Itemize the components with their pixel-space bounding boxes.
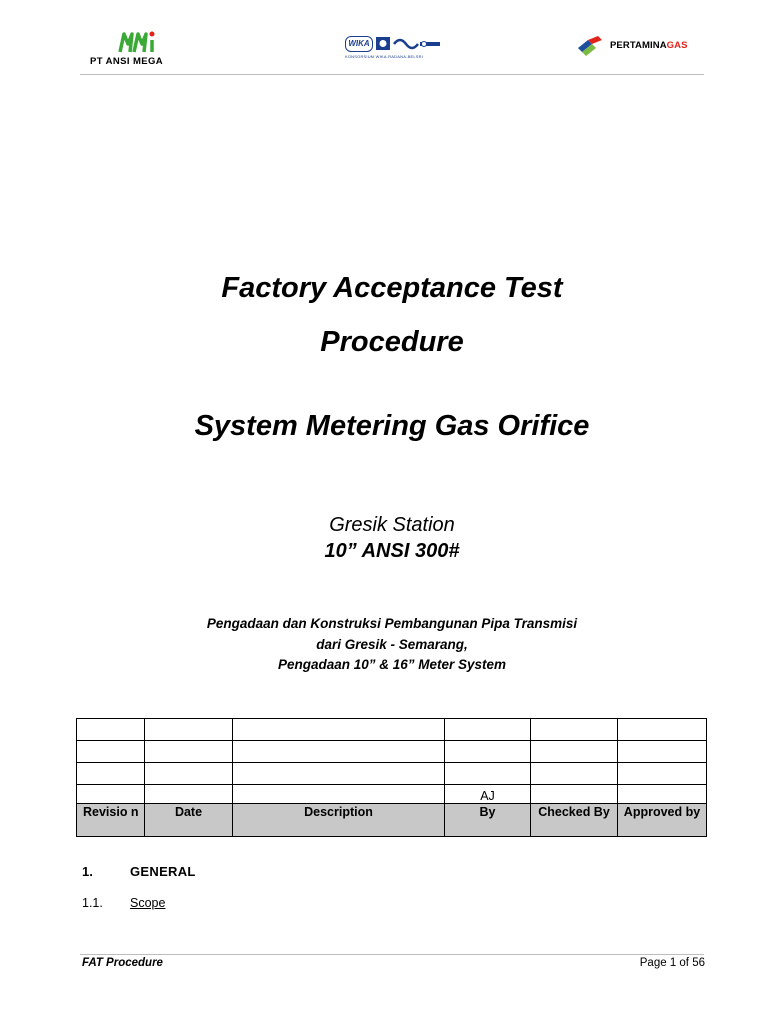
ansi-mega-name: PT ANSI MEGA (90, 56, 164, 67)
pertamina-brand: PERTAMINA (610, 40, 667, 51)
section-number: 1. (82, 864, 93, 879)
document-title-line-1: Factory Acceptance Test (221, 272, 563, 304)
footer-document-name: FAT Procedure (82, 957, 163, 969)
revision-row-empty (77, 763, 707, 785)
pertamina-gas-wordmark (610, 40, 688, 51)
revision-row-empty (77, 741, 707, 763)
header-by: By (445, 804, 531, 837)
header-date: Date (145, 804, 233, 837)
footer-divider (80, 954, 704, 955)
station-name: Gresik Station (329, 514, 455, 536)
revision-table (76, 718, 707, 837)
document-system-title: System Metering Gas Orifice (194, 410, 590, 442)
subsection-number: 1.1. (82, 896, 103, 910)
section-title: GENERAL (130, 864, 196, 879)
document-title-line-2: Procedure (320, 326, 464, 358)
subsection-title: Scope (130, 896, 166, 910)
revision-row (77, 785, 707, 804)
header-description: Description (233, 804, 445, 837)
header-divider (80, 74, 704, 75)
header-approved-by: Approved by (618, 804, 707, 837)
pertamina-gas-logo (576, 34, 706, 58)
pertamina-gas-suffix: GAS (666, 40, 688, 51)
project-subtitle-line-1: Pengadaan dan Konstruksi Pembangunan Pipa Transmisi (206, 616, 578, 631)
consortium-caption: KONSORSIUM WIKA-RADANA-BELSRI (345, 54, 424, 59)
pertamina-arrow-icon (576, 34, 606, 58)
wika-logo-text: WIKA (345, 36, 373, 52)
ansi-mega-mark-icon (118, 30, 162, 54)
ansi-mega-logo (80, 28, 190, 72)
project-subtitle-line-3: Pengadaan 10” & 16” Meter System (277, 657, 507, 672)
project-subtitle-line-2: dari Gresik - Semarang, (316, 637, 468, 652)
revision-table-header (77, 804, 707, 837)
consortium-partner-icons (376, 36, 442, 52)
revision-row-empty (77, 719, 707, 741)
by-cell-value: AJ (480, 789, 495, 803)
wika-consortium-logo (345, 36, 445, 62)
header-revision: Revisio n (77, 804, 145, 837)
page-number: Page 1 of 56 (639, 957, 705, 969)
header-checked-by: Checked By (531, 804, 618, 837)
size-rating: 10” ANSI 300# (324, 540, 460, 562)
